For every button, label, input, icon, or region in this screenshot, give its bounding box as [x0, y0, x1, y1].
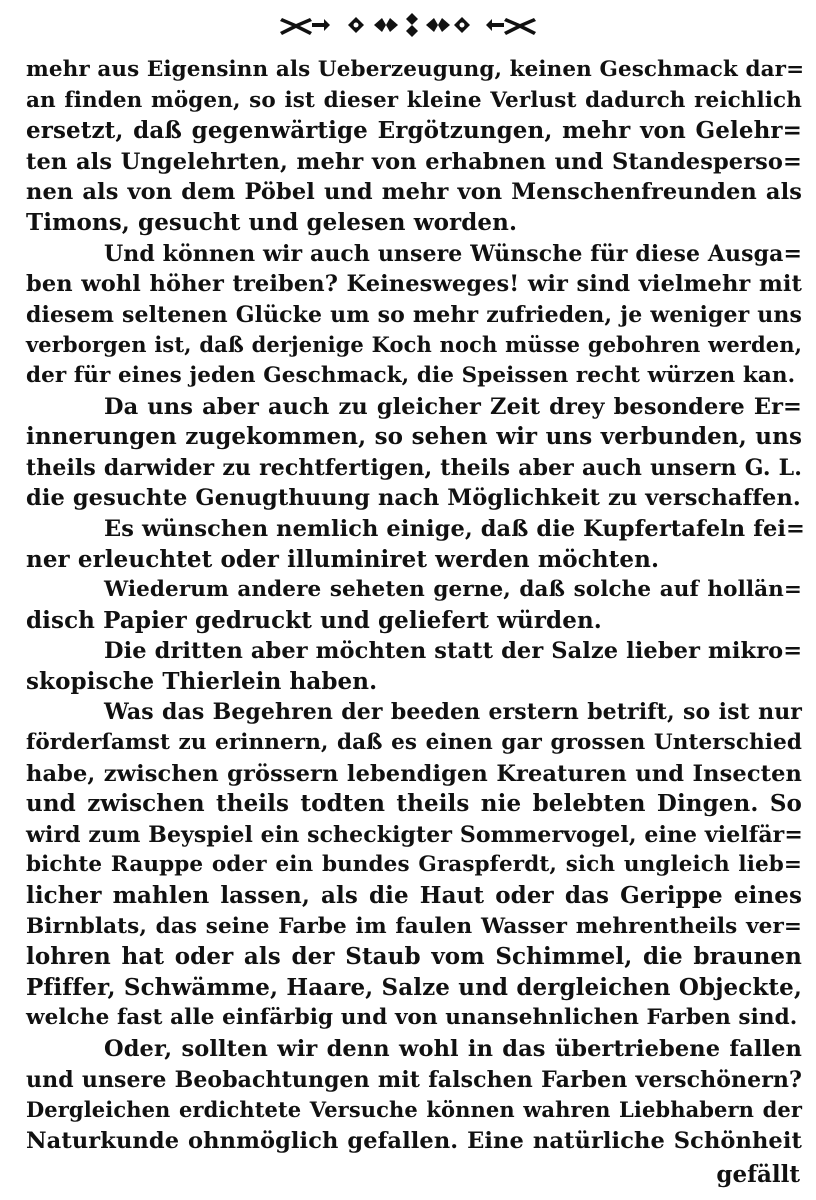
paragraph-4 — [26, 514, 805, 575]
text-line: wird zum Beyspiel ein scheckigter Sommervogel, eine vielfär= — [26, 821, 803, 848]
text-line: Die dritten aber möchten statt der Salze lieber mikro= — [104, 638, 803, 665]
text-line: Pfiffer, Schwämme, Haare, Salze und dergleichen Objeckte, — [26, 973, 802, 1001]
text-line: Dergleichen erdichtete Versuche können wahren Liebhabern der — [26, 1097, 802, 1123]
text-line: theils darwider zu rechtfertigen, theils aber auch unsern G. L. — [26, 454, 802, 481]
text-line: welche fast alle einfärbig und von unansehnlichen Farben sind. — [26, 1005, 798, 1031]
paragraph-5 — [26, 575, 802, 636]
ornament-icon — [278, 10, 538, 40]
text-line: ner erleuchtet oder illuminiret werden möchten. — [26, 545, 660, 573]
paragraph-7 — [26, 697, 802, 1034]
text-line: innerungen zugekommen, so sehen wir uns verbunden, uns — [26, 423, 802, 451]
paragraph-1 — [26, 55, 805, 239]
body-text — [26, 55, 805, 1156]
text-line: ersetzt, daß gegenwärtige Ergötzungen, mehr von Gelehr= — [26, 117, 802, 145]
text-line: diesem seltenen Glücke um so mehr zufrieden, je weniger uns — [26, 301, 802, 328]
text-line: Timons, gesucht und gelesen worden. — [26, 208, 518, 236]
header-ornament — [0, 8, 816, 42]
text-line: und zwischen theils todten theils nie belebten Dingen. So — [26, 790, 802, 818]
text-line: Wiederum andere seheten gerne, daß solche auf hollän= — [104, 577, 802, 603]
text-line: ten als Ungelehrten, mehr von erhabnen und Standesperso= — [26, 148, 802, 175]
text-line: nen als von dem Pöbel und mehr von Menschenfreunden als — [26, 179, 802, 206]
text-line: die gesuchte Genugthuung nach Möglichkeit zu verschaffen. — [26, 485, 801, 512]
text-line: licher mahlen lassen, als die Haut oder das Gerippe eines — [26, 882, 802, 910]
text-line: mehr aus Eigensinn als Ueberzeugung, keinen Geschmack dar= — [26, 57, 805, 82]
text-line: skopische Thierlein haben. — [26, 667, 378, 695]
text-line: lohren hat oder als der Staub vom Schimmel, die braunen — [26, 943, 802, 971]
text-line: Birnblats, das seine Farbe im faulen Wasser mehrentheils ver= — [26, 913, 802, 939]
text-line: und unsere Beobachtungen mit falschen Farben verschönern? — [26, 1066, 802, 1093]
paragraph-3 — [26, 392, 802, 514]
catchword: gefällt — [716, 1161, 800, 1188]
paragraph-2 — [26, 239, 802, 392]
text-line: Es wünschen nemlich einige, daß die Kupfertafeln fei= — [104, 515, 805, 542]
text-line: verborgen ist, daß derjenige Koch noch müsse gebohren werden, — [26, 332, 802, 358]
paragraph-8 — [26, 1034, 802, 1156]
text-line: disch Papier gedruckt und geliefert würden. — [26, 606, 602, 634]
text-line: ben wohl höher treiben? Keinesweges! wir sind vielmehr mit — [26, 271, 802, 298]
text-line: förderſamst zu erinnern, daß es einen gar grossen Unterschied — [26, 730, 802, 756]
text-line: Und können wir auch unsere Wünsche für diese Ausga= — [104, 240, 802, 267]
text-line: bichte Rauppe oder ein bundes Graspferdt, sich ungleich lieb= — [26, 852, 802, 878]
text-line: Oder, sollten wir denn wohl in das übertriebene fallen — [104, 1036, 802, 1062]
text-line: habe, zwischen grössern lebendigen Kreaturen und Insecten — [26, 760, 802, 787]
text-line: Was das Begehren der beeden erstern betrift, so ist nur — [104, 699, 802, 726]
text-line: Da uns aber auch zu gleicher Zeit drey besondere Er= — [104, 393, 802, 420]
text-line: Naturkunde ohnmöglich gefallen. Eine natürliche Schönheit — [26, 1127, 802, 1154]
paragraph-6 — [26, 636, 802, 697]
text-line: der für eines jeden Geschmack, die Speissen recht würzen kan. — [26, 362, 796, 388]
text-line: an finden mögen, so ist dieser kleine Verlust dadurch reichlich — [26, 87, 802, 113]
